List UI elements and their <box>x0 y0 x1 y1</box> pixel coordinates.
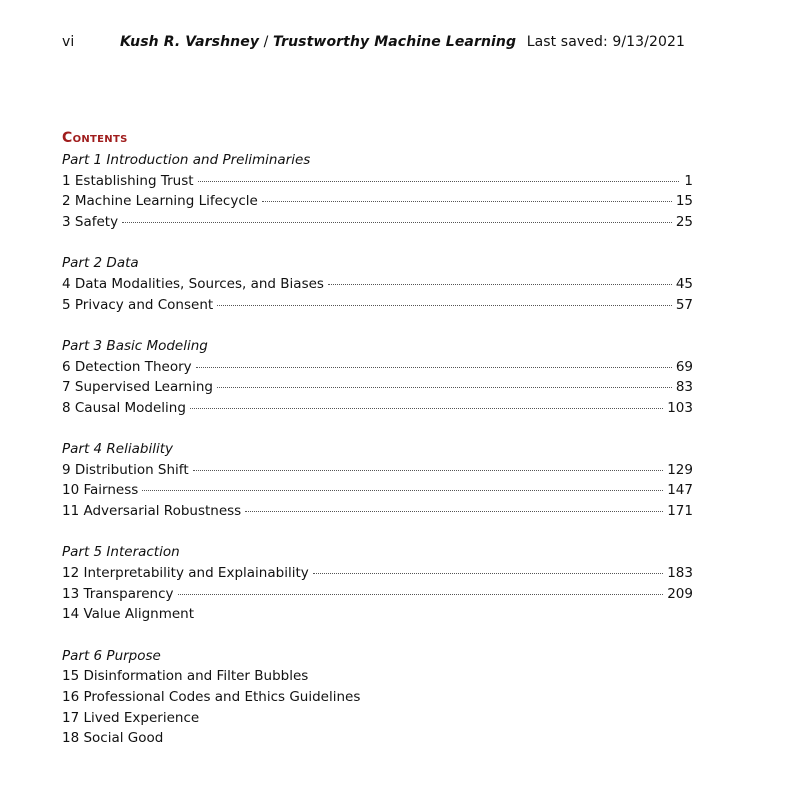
chapter-title: 12 Interpretability and Explainability <box>62 565 309 581</box>
chapter-title: 8 Causal Modeling <box>62 399 186 416</box>
last-saved-date: Last saved: 9/13/2021 <box>526 34 686 50</box>
part-title: Part 4 Reliability <box>62 441 173 458</box>
dot-leader <box>196 367 672 368</box>
chapter-title: 4 Data Modalities, Sources, and Biases <box>62 275 324 292</box>
toc-entry[interactable] <box>62 604 693 625</box>
running-header <box>62 34 685 50</box>
toc-part <box>62 253 693 315</box>
toc-part <box>62 336 693 419</box>
chapter-title: 18 Social Good <box>62 730 164 747</box>
chapter-page-number: 209 <box>667 585 693 602</box>
toc-entry[interactable] <box>62 666 693 687</box>
toc-parts <box>62 150 693 749</box>
chapter-page-number: 103 <box>667 399 693 416</box>
page-number: vi <box>62 34 75 50</box>
chapter-title: 5 Privacy and Consent <box>62 296 214 313</box>
part-title: Part 3 Basic Modeling <box>62 337 208 354</box>
chapter-page-number: 147 <box>667 482 693 499</box>
header-separator: / <box>263 34 269 50</box>
toc-entry[interactable] <box>62 377 693 398</box>
chapter-title: 9 Distribution Shift <box>62 461 189 478</box>
chapter-title: 16 Professional Codes and Ethics Guidelines <box>62 688 361 705</box>
chapter-title: 15 Disinformation and Filter Bubbles <box>62 668 309 685</box>
chapter-title: 14 Value Alignment <box>62 606 195 623</box>
toc-entry[interactable] <box>62 687 693 708</box>
toc-entry[interactable] <box>62 212 693 233</box>
part-title: Part 1 Introduction and Preliminaries <box>62 152 311 168</box>
toc-entry[interactable] <box>62 460 693 481</box>
chapter-page-number: 45 <box>675 275 693 292</box>
chapter-title: 6 Detection Theory <box>62 358 192 375</box>
dot-leader <box>122 222 672 223</box>
toc-part <box>62 439 693 522</box>
chapter-title: 3 Safety <box>62 214 119 231</box>
chapter-page-number: 69 <box>675 358 693 375</box>
dot-leader <box>178 594 664 595</box>
book-title: Trustworthy Machine Learning <box>273 34 517 50</box>
chapter-title: 2 Machine Learning Lifecycle <box>62 193 258 210</box>
chapter-title: 10 Fairness <box>62 482 139 499</box>
chapter-title: 13 Transparency <box>62 585 174 602</box>
dot-leader <box>193 470 664 471</box>
contents-heading: Contents <box>62 130 128 146</box>
dot-leader <box>217 305 672 306</box>
author-name: Kush R. Varshney <box>120 34 260 50</box>
chapter-title: 1 Establishing Trust <box>62 172 194 189</box>
toc-entry[interactable] <box>62 728 693 749</box>
toc-entry[interactable] <box>62 501 693 522</box>
dot-leader <box>262 201 672 202</box>
part-title: Part 2 Data <box>62 255 139 272</box>
part-title: Part 6 Purpose <box>62 647 161 664</box>
dot-leader <box>217 387 672 388</box>
chapter-title: 11 Adversarial Robustness <box>62 503 242 520</box>
chapter-page-number: 25 <box>675 214 693 231</box>
chapter-page-number: 183 <box>667 565 693 581</box>
toc-entry[interactable] <box>62 191 693 212</box>
dot-leader <box>198 181 679 182</box>
toc-entry[interactable] <box>62 171 693 192</box>
chapter-page-number: 83 <box>675 379 693 396</box>
dot-leader <box>245 511 663 512</box>
toc-entry[interactable] <box>62 708 693 729</box>
chapter-page-number: 15 <box>675 193 693 210</box>
dot-leader <box>328 284 672 285</box>
toc-part <box>62 542 693 625</box>
dot-leader <box>142 490 663 491</box>
toc-entry[interactable] <box>62 274 693 295</box>
chapter-title: 7 Supervised Learning <box>62 379 213 396</box>
toc-entry[interactable] <box>62 480 693 501</box>
chapter-page-number: 57 <box>675 296 693 313</box>
chapter-page-number: 1 <box>684 172 693 189</box>
toc-entry[interactable] <box>62 584 693 605</box>
toc-part <box>62 150 693 233</box>
dot-leader <box>190 408 663 409</box>
chapter-page-number: 129 <box>667 461 693 478</box>
toc-entry[interactable] <box>62 563 693 584</box>
chapter-title: 17 Lived Experience <box>62 709 200 726</box>
part-title: Part 5 Interaction <box>62 544 180 561</box>
toc-part <box>62 646 693 749</box>
toc-entry[interactable] <box>62 398 693 419</box>
toc-entry[interactable] <box>62 357 693 378</box>
dot-leader <box>313 573 663 574</box>
chapter-page-number: 171 <box>667 503 693 520</box>
toc-entry[interactable] <box>62 295 693 316</box>
table-of-contents <box>62 129 693 770</box>
